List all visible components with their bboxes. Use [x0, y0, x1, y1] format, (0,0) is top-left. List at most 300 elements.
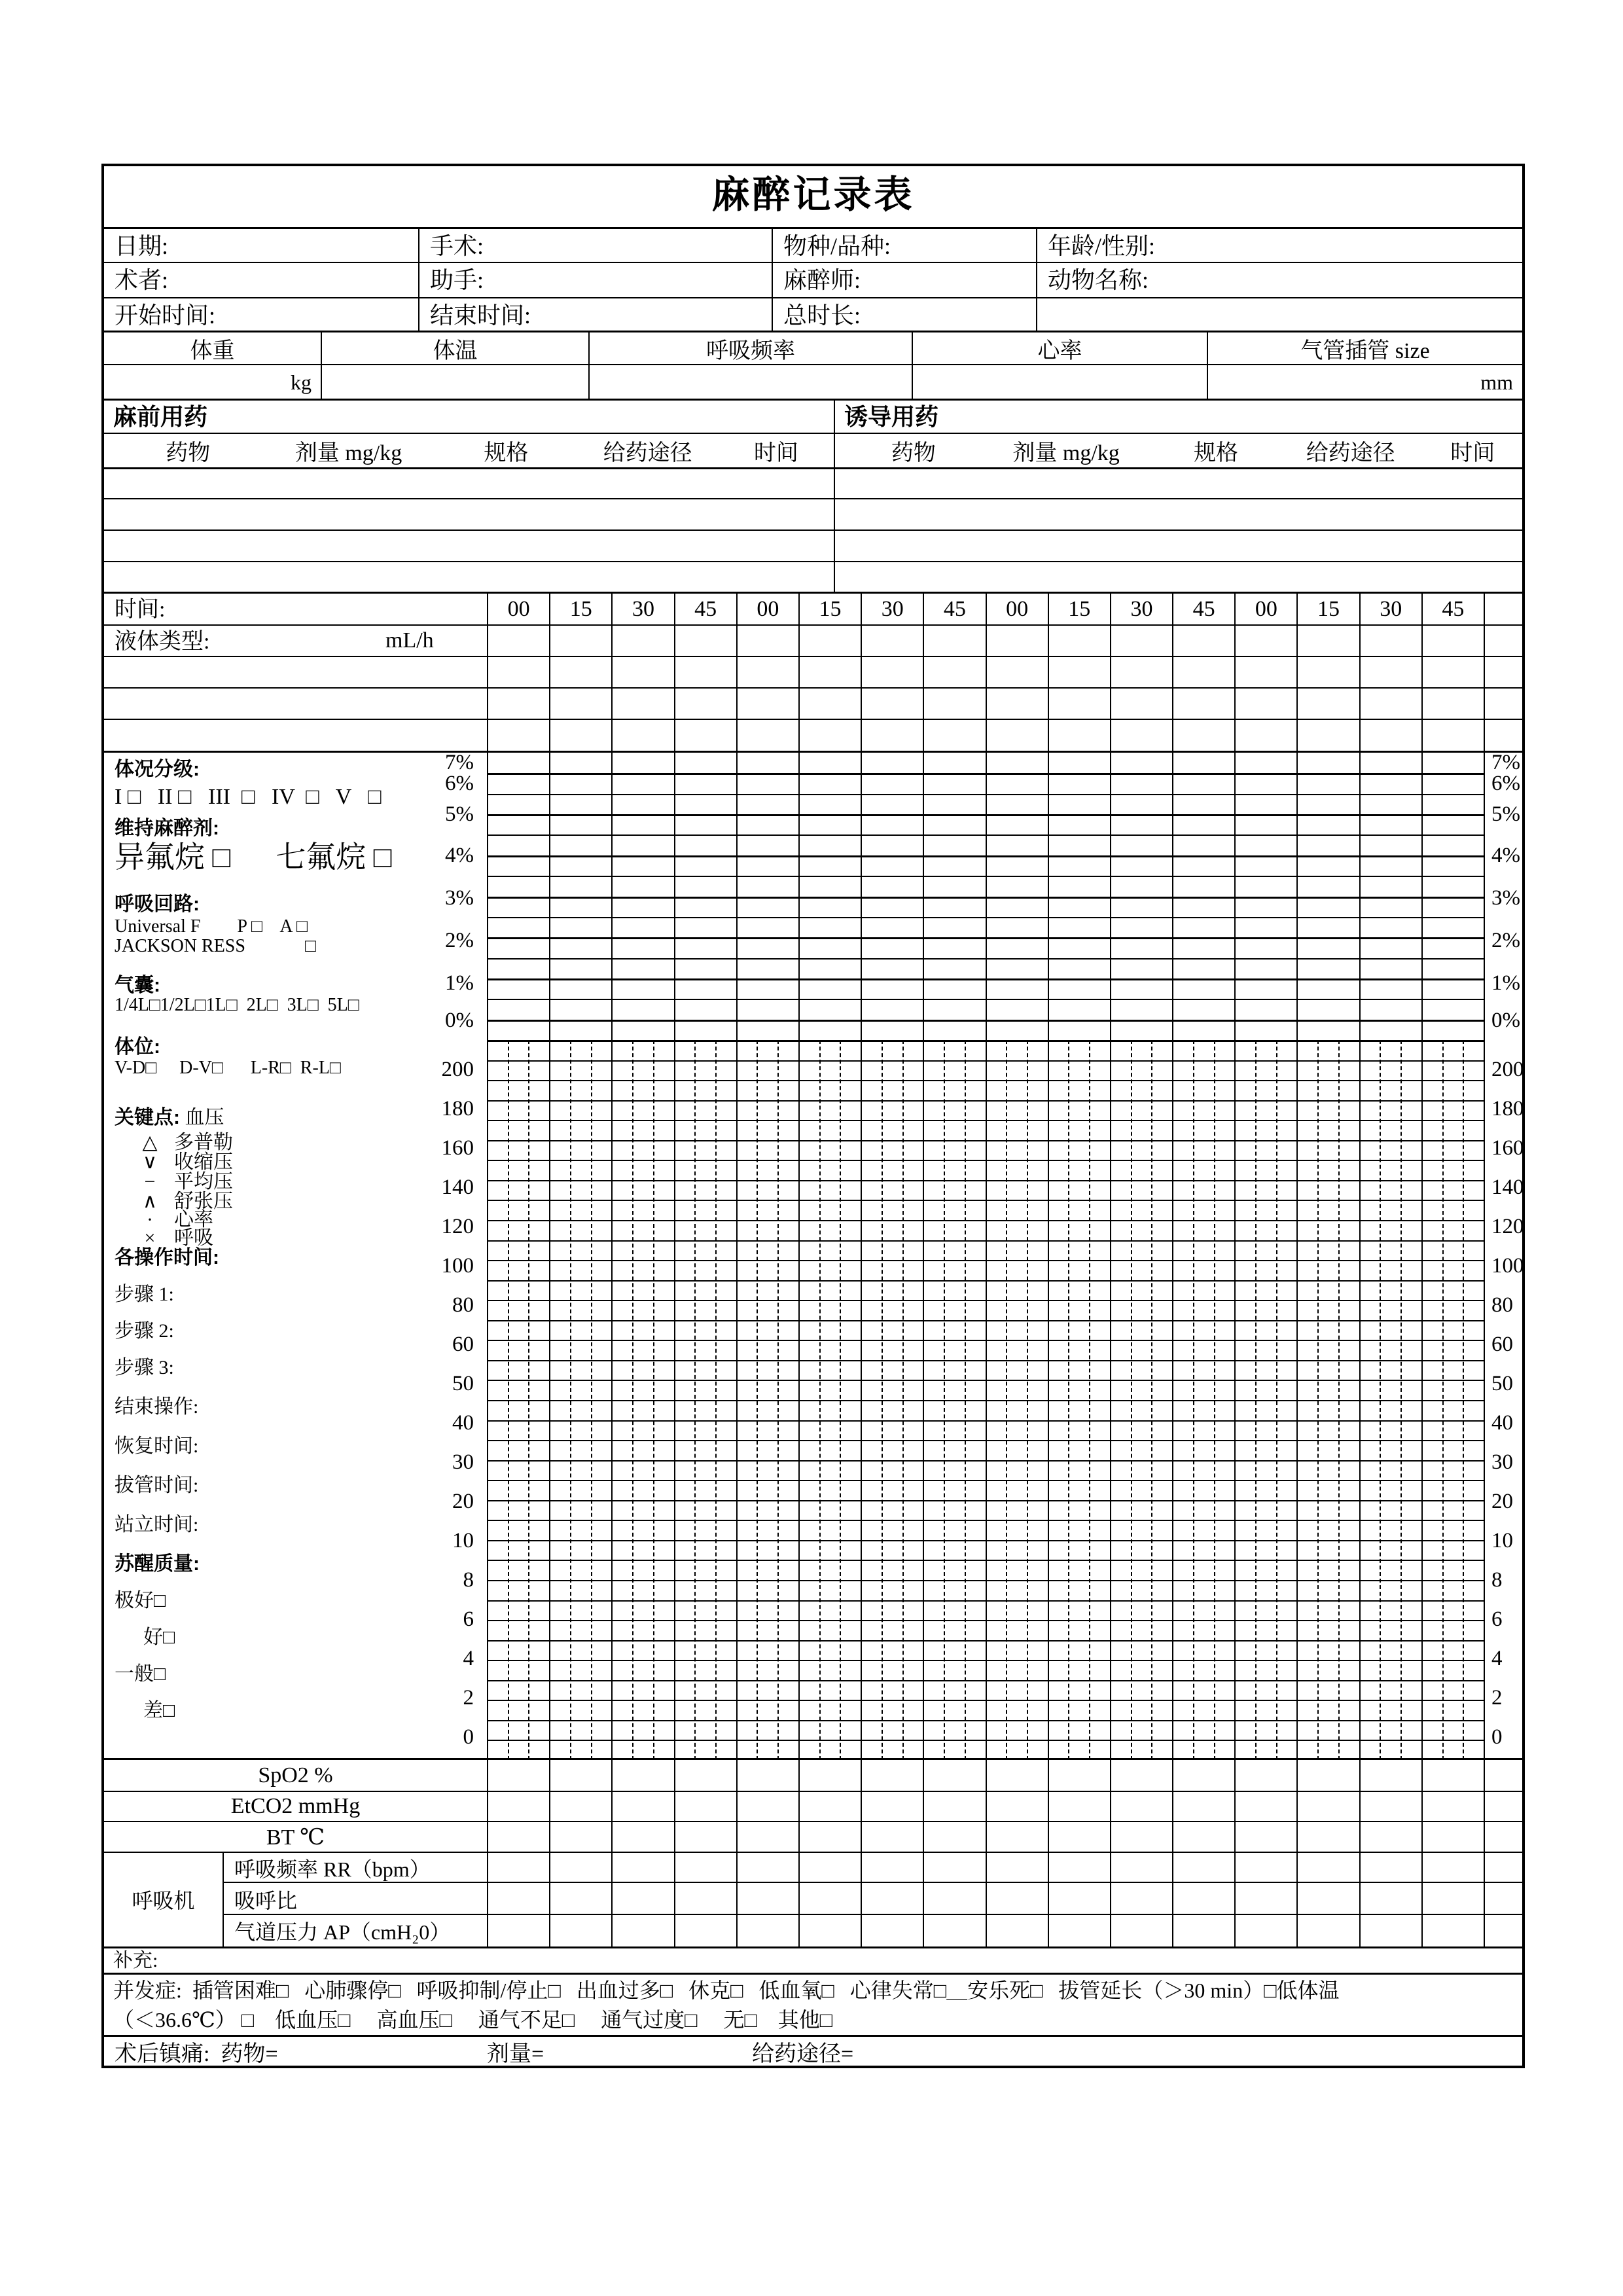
data-cell[interactable]: [736, 1760, 798, 1791]
complications-line-1[interactable]: 并发症: 插管困难□ 心肺骤停□ 呼吸抑制/停止□ 出血过多□ 休克□ 低血氧□ 心律失常□＿安乐死□ 拔管延长（＞30 min）□低体温: [113, 1979, 1340, 2002]
data-cell[interactable]: [736, 1822, 798, 1852]
data-cell[interactable]: [1172, 1760, 1234, 1791]
info-row-3: [104, 297, 1522, 331]
heart-rate-value-cell[interactable]: [912, 365, 1207, 399]
time-tick-cell: 15: [1296, 594, 1359, 624]
data-cell[interactable]: [1421, 626, 1484, 656]
induction-col-header-1: 剂量 mg/kg: [1012, 441, 1120, 465]
grid-dashed-line: [1068, 1040, 1069, 1760]
data-cell[interactable]: [674, 657, 736, 687]
panel-line-3[interactable]: 异氟烷 □ 七氟烷 □: [115, 840, 392, 874]
time-tick-cell: 30: [611, 594, 673, 624]
data-cell[interactable]: [1296, 1853, 1359, 1883]
data-cell[interactable]: [1484, 1760, 1522, 1791]
data-cell[interactable]: [798, 720, 861, 751]
info-empty-cell[interactable]: [1036, 298, 1522, 331]
data-cell[interactable]: [611, 1792, 673, 1821]
data-cell[interactable]: [861, 1760, 923, 1791]
data-cell[interactable]: [611, 657, 673, 687]
half-divider: [834, 434, 1522, 467]
data-cell[interactable]: [798, 689, 861, 719]
data-cell[interactable]: [1421, 1760, 1484, 1791]
numeric-scale-label-left: 60: [452, 1333, 474, 1356]
data-cell[interactable]: [736, 1883, 798, 1915]
grid-line-v: [1359, 753, 1361, 1760]
grid-line-h: [487, 1520, 1484, 1521]
data-cell[interactable]: [611, 626, 673, 656]
grid-dashed-line: [528, 1040, 529, 1760]
data-cell[interactable]: [861, 657, 923, 687]
data-cell[interactable]: [1296, 626, 1359, 656]
data-cell[interactable]: [1296, 689, 1359, 719]
temperature-header: 体温: [321, 332, 588, 364]
data-cell[interactable]: [1484, 657, 1522, 687]
animal-name-field[interactable]: 动物名称:: [1036, 263, 1522, 297]
data-cell[interactable]: [487, 1760, 549, 1791]
data-cell[interactable]: [736, 720, 798, 751]
data-cell[interactable]: [674, 1853, 736, 1883]
data-cell[interactable]: [798, 1792, 861, 1821]
supplement-row[interactable]: [104, 1946, 1522, 1973]
data-cell[interactable]: [923, 1883, 985, 1915]
data-cell[interactable]: [611, 1883, 673, 1915]
premed-entry-cell[interactable]: [104, 469, 834, 498]
panel-line-28[interactable]: 好□: [143, 1626, 175, 1648]
vitals-value-row: [104, 364, 1522, 399]
induction-entry-cell[interactable]: [834, 562, 1522, 592]
panel-line-5[interactable]: Universal F P □ A □: [115, 916, 308, 937]
grid-line-h: [487, 1200, 1484, 1201]
analgesia-route-field[interactable]: 给药途径=: [752, 2041, 854, 2066]
numeric-scale-label-right: 180: [1491, 1097, 1524, 1121]
panel-line-29[interactable]: 一般□: [115, 1663, 166, 1685]
data-cell[interactable]: [1110, 720, 1172, 751]
data-cell[interactable]: [674, 1792, 736, 1821]
data-cell[interactable]: [986, 657, 1048, 687]
grid-line-v: [736, 753, 738, 1760]
numeric-scale-label-right: 200: [1491, 1058, 1524, 1081]
data-cell[interactable]: [736, 689, 798, 719]
data-cell[interactable]: [986, 1915, 1048, 1946]
data-cell[interactable]: [923, 1853, 985, 1883]
date-field[interactable]: 日期:: [115, 233, 169, 259]
data-cell[interactable]: [487, 626, 549, 656]
data-cell[interactable]: [487, 1792, 549, 1821]
complications-line-2[interactable]: （＜36.6℃） □ 低血压□ 高血压□ 通气不足□ 通气过度□ 无□ 其他□: [113, 2008, 833, 2032]
data-cell[interactable]: [1234, 657, 1296, 687]
legend-symbol: ∧: [143, 1191, 157, 1212]
data-cell[interactable]: [1234, 1822, 1296, 1852]
info-row-1: [104, 227, 1522, 262]
grid-dashed-line: [1338, 1040, 1340, 1760]
et-tube-value-cell[interactable]: [1207, 365, 1522, 399]
data-cell[interactable]: [1172, 720, 1234, 751]
numeric-scale-label-left: 180: [441, 1097, 474, 1121]
assistant-field[interactable]: 助手:: [418, 263, 772, 297]
data-cell[interactable]: [986, 1822, 1048, 1852]
data-cell[interactable]: [1234, 1853, 1296, 1883]
data-cell[interactable]: [1234, 1915, 1296, 1946]
data-cell[interactable]: [736, 1915, 798, 1946]
grid-line-h: [487, 1300, 1484, 1301]
data-cell[interactable]: [549, 1822, 611, 1852]
data-cell[interactable]: [1234, 720, 1296, 751]
induction-entry-cell[interactable]: [834, 499, 1522, 529]
data-cell[interactable]: [861, 1792, 923, 1821]
panel-line-10[interactable]: V-D□ D-V□ L-R□ R-L□: [115, 1058, 341, 1078]
data-cell[interactable]: [549, 657, 611, 687]
drug-row: [104, 467, 1522, 498]
data-cell[interactable]: [1484, 1792, 1522, 1821]
data-cell[interactable]: [674, 1915, 736, 1946]
legend-symbol: △: [142, 1132, 158, 1153]
data-cell[interactable]: [923, 720, 985, 751]
data-cell[interactable]: [1359, 1822, 1421, 1852]
data-cell[interactable]: [986, 720, 1048, 751]
data-cell[interactable]: [736, 626, 798, 656]
data-cell[interactable]: [1172, 657, 1234, 687]
data-cell[interactable]: [1421, 1883, 1484, 1915]
grid-dashed-line: [1006, 1040, 1007, 1760]
data-cell[interactable]: [1421, 1853, 1484, 1883]
data-cell[interactable]: [1172, 1883, 1234, 1915]
surgery-field[interactable]: 手术:: [418, 229, 772, 262]
data-cell[interactable]: [1421, 1915, 1484, 1946]
end-time-field[interactable]: 结束时间:: [418, 298, 772, 331]
data-cell[interactable]: [798, 626, 861, 656]
time-tick-cell: 45: [1172, 594, 1234, 624]
grid-line-h: [487, 1660, 1484, 1661]
data-cell[interactable]: [549, 1883, 611, 1915]
data-cell[interactable]: [549, 626, 611, 656]
numeric-scale-label-left: 40: [452, 1411, 474, 1435]
data-cell[interactable]: [611, 1760, 673, 1791]
data-cell[interactable]: [1296, 1792, 1359, 1821]
data-cell[interactable]: [986, 1853, 1048, 1883]
data-cell[interactable]: [1359, 1883, 1421, 1915]
data-cell[interactable]: [1110, 1883, 1172, 1915]
data-cell[interactable]: [1048, 626, 1110, 656]
data-cell[interactable]: [1296, 1883, 1359, 1915]
data-cell[interactable]: [1296, 720, 1359, 751]
data-cell[interactable]: [861, 1822, 923, 1852]
data-cell[interactable]: [549, 1915, 611, 1946]
premed-entry-cell[interactable]: [104, 499, 834, 529]
data-cell[interactable]: [1048, 1883, 1110, 1915]
premed-header: 麻前用药: [113, 403, 208, 430]
grid-line-h: [487, 814, 1484, 816]
data-cell[interactable]: [549, 1760, 611, 1791]
vitals-header-row: [104, 331, 1522, 364]
induction-col-header-4: 时间: [1450, 441, 1495, 465]
data-cell[interactable]: [1172, 1822, 1234, 1852]
data-cell[interactable]: [549, 1792, 611, 1821]
numeric-scale-label-left: 140: [441, 1175, 474, 1199]
age-sex-field[interactable]: 年龄/性别:: [1036, 229, 1522, 262]
data-cell[interactable]: [986, 1760, 1048, 1791]
page-title: 麻醉记录表: [711, 173, 915, 216]
data-cell[interactable]: [487, 689, 549, 719]
grid-dashed-line: [694, 1040, 696, 1760]
data-cell[interactable]: [1234, 689, 1296, 719]
data-cell[interactable]: [861, 689, 923, 719]
grid-line-v: [1234, 753, 1236, 1760]
numeric-scale-label-right: 40: [1491, 1411, 1513, 1435]
panel-line-8[interactable]: 1/4L□1/2L□1L□ 2L□ 3L□ 5L□: [115, 995, 359, 1015]
data-cell[interactable]: [1110, 1822, 1172, 1852]
data-cell[interactable]: [1110, 1760, 1172, 1791]
data-cell[interactable]: [674, 1883, 736, 1915]
data-cell[interactable]: [736, 1792, 798, 1821]
time-tick-cell: 15: [1048, 594, 1110, 624]
data-cell[interactable]: [674, 689, 736, 719]
panel-line-9: [115, 1035, 160, 1059]
data-cell[interactable]: [1359, 1792, 1421, 1821]
fluid-entry-row: [104, 687, 1522, 719]
data-cell[interactable]: [1359, 1915, 1421, 1946]
data-cell[interactable]: [1110, 657, 1172, 687]
grid-dashed-line: [944, 1040, 945, 1760]
data-cell[interactable]: [1110, 626, 1172, 656]
weight-value-cell[interactable]: [104, 365, 321, 399]
start-time-field[interactable]: 开始时间:: [115, 302, 216, 329]
data-cell[interactable]: [487, 1883, 549, 1915]
numeric-scale-label-left: 0: [463, 1725, 474, 1749]
grid-line-h: [487, 999, 1484, 1000]
data-cell[interactable]: [1359, 689, 1421, 719]
data-cell[interactable]: [986, 1792, 1048, 1821]
temperature-value-cell[interactable]: [321, 365, 588, 399]
grid-line-h: [487, 1040, 1484, 1042]
analgesia-dose-field[interactable]: 剂量=: [487, 2041, 544, 2066]
data-cell[interactable]: [798, 657, 861, 687]
data-cell[interactable]: [1359, 720, 1421, 751]
data-cell[interactable]: [487, 1915, 549, 1946]
grid-dashed-line: [757, 1040, 758, 1760]
total-duration-field[interactable]: 总时长:: [772, 298, 1036, 331]
data-cell[interactable]: [1484, 1883, 1522, 1915]
data-cell[interactable]: [1172, 1792, 1234, 1821]
data-cell[interactable]: [549, 689, 611, 719]
data-cell[interactable]: [674, 720, 736, 751]
grid-line-h: [487, 773, 1484, 775]
data-cell[interactable]: [986, 626, 1048, 656]
grid-line-h: [487, 1680, 1484, 1681]
data-cell[interactable]: [1359, 1760, 1421, 1791]
data-cell[interactable]: [674, 626, 736, 656]
data-cell[interactable]: [1484, 1915, 1522, 1946]
data-cell[interactable]: [549, 1853, 611, 1883]
fluid-type-row: [104, 624, 1522, 656]
percent-scale-label-right: 7%: [1491, 751, 1520, 774]
data-cell[interactable]: [1359, 657, 1421, 687]
time-tick-cell: 00: [1234, 594, 1296, 624]
data-cell[interactable]: [986, 689, 1048, 719]
data-cell[interactable]: [1172, 689, 1234, 719]
time-tick-cell: 00: [487, 594, 549, 624]
data-cell[interactable]: [798, 1853, 861, 1883]
data-cell[interactable]: [923, 626, 985, 656]
data-cell[interactable]: [611, 1822, 673, 1852]
data-cell[interactable]: [1421, 689, 1484, 719]
numeric-scale-label-right: 2: [1491, 1686, 1503, 1710]
data-cell[interactable]: [674, 1822, 736, 1852]
data-cell[interactable]: [1359, 1853, 1421, 1883]
data-cell[interactable]: [1421, 1822, 1484, 1852]
percent-scale-label-right: 6%: [1491, 772, 1520, 795]
data-cell[interactable]: [1421, 657, 1484, 687]
data-cell[interactable]: [1484, 1822, 1522, 1852]
data-cell[interactable]: [1234, 1883, 1296, 1915]
data-cell[interactable]: [923, 689, 985, 719]
data-cell[interactable]: [1110, 1792, 1172, 1821]
data-cell[interactable]: [1110, 1915, 1172, 1946]
numeric-scale-label-right: 6: [1491, 1607, 1503, 1631]
grid-line-h: [487, 1120, 1484, 1121]
fluid-entry-row: [104, 656, 1522, 687]
panel-line-1[interactable]: I □ II □ III □ IV □ V □: [115, 785, 382, 809]
grid-dashed-line: [1317, 1040, 1319, 1760]
panel-line-27[interactable]: 极好□: [115, 1590, 166, 1611]
data-cell[interactable]: [1172, 1915, 1234, 1946]
ventilator-label: 呼吸机: [132, 1888, 195, 1912]
data-cell[interactable]: [1172, 1853, 1234, 1883]
data-cell[interactable]: [1048, 720, 1110, 751]
data-cell[interactable]: [923, 1760, 985, 1791]
data-cell[interactable]: [1484, 720, 1522, 751]
data-cell[interactable]: [549, 720, 611, 751]
numeric-scale-label-left: 6: [463, 1607, 474, 1631]
premed-entry-cell[interactable]: [104, 562, 834, 592]
time-label: 时间:: [115, 598, 166, 622]
data-cell[interactable]: [798, 1760, 861, 1791]
data-cell[interactable]: [1048, 1915, 1110, 1946]
percent-scale-label-right: 3%: [1491, 886, 1520, 910]
panel-heading: 呼吸回路:: [115, 893, 200, 915]
data-cell[interactable]: [923, 1822, 985, 1852]
data-cell[interactable]: [1110, 689, 1172, 719]
data-cell[interactable]: [923, 657, 985, 687]
analgesia-drug-field[interactable]: 术后镇痛: 药物=: [115, 2041, 278, 2066]
induction-col-header-2: 规格: [1194, 441, 1239, 465]
data-cell[interactable]: [487, 1822, 549, 1852]
data-cell[interactable]: [1421, 720, 1484, 751]
data-cell[interactable]: [861, 1883, 923, 1915]
data-cell[interactable]: [861, 1915, 923, 1946]
data-cell[interactable]: [1484, 626, 1522, 656]
data-cell[interactable]: [798, 1822, 861, 1852]
grid-line-h: [487, 1340, 1484, 1341]
premed-entry-cell[interactable]: [104, 531, 834, 561]
data-cell[interactable]: [923, 1915, 985, 1946]
species-field[interactable]: 物种/品种:: [772, 229, 1036, 262]
data-cell[interactable]: [861, 626, 923, 656]
data-cell[interactable]: [1484, 594, 1522, 624]
grid-line-v: [1172, 753, 1173, 1760]
data-cell[interactable]: [1048, 1853, 1110, 1883]
data-cell[interactable]: [1296, 1760, 1359, 1791]
time-header-row: [104, 592, 1522, 624]
panel-line-30[interactable]: 差□: [143, 1700, 175, 1721]
data-cell[interactable]: [1048, 689, 1110, 719]
et-tube-header: 气管插管 size: [1207, 332, 1522, 364]
data-cell[interactable]: [487, 720, 549, 751]
grid-line-h: [487, 1560, 1484, 1561]
data-cell[interactable]: [1421, 1792, 1484, 1821]
data-cell[interactable]: [923, 1792, 985, 1821]
data-cell[interactable]: [986, 1883, 1048, 1915]
data-cell[interactable]: [861, 1853, 923, 1883]
grid-line-v: [674, 753, 675, 1760]
data-cell[interactable]: [1484, 689, 1522, 719]
legend-symbol: ·: [147, 1209, 153, 1230]
data-cell[interactable]: [1296, 1822, 1359, 1852]
data-cell[interactable]: [487, 657, 549, 687]
anesthetist-field[interactable]: 麻醉师:: [772, 263, 1036, 297]
data-cell[interactable]: [1296, 657, 1359, 687]
data-cell[interactable]: [1234, 1792, 1296, 1821]
panel-heading: 维持麻醉剂:: [115, 817, 219, 839]
data-cell[interactable]: [1048, 1760, 1110, 1791]
data-cell[interactable]: [1048, 1792, 1110, 1821]
grid-line-h: [487, 917, 1484, 918]
info-row-2: [104, 262, 1522, 297]
grid-line-h: [487, 794, 1484, 795]
surgeon-field[interactable]: 术者:: [115, 267, 169, 293]
data-cell[interactable]: [1296, 1915, 1359, 1946]
data-cell[interactable]: [611, 1915, 673, 1946]
data-cell[interactable]: [736, 657, 798, 687]
data-cell[interactable]: [1234, 1760, 1296, 1791]
etco2-row: [104, 1791, 1522, 1821]
data-cell[interactable]: [487, 1853, 549, 1883]
data-cell[interactable]: [1048, 657, 1110, 687]
percent-scale-label-left: 1%: [445, 971, 474, 995]
data-cell[interactable]: [1234, 626, 1296, 656]
numeric-scale-label-left: 20: [452, 1490, 474, 1513]
weight-unit: kg: [291, 370, 312, 394]
numeric-scale-label-right: 120: [1491, 1215, 1524, 1238]
grid-line-h: [487, 855, 1484, 857]
data-cell[interactable]: [611, 1853, 673, 1883]
data-cell[interactable]: [611, 720, 673, 751]
data-cell[interactable]: [798, 1883, 861, 1915]
etco2-label: EtCO2 mmHg: [230, 1794, 361, 1818]
bt-row: [104, 1821, 1522, 1852]
induction-entry-cell[interactable]: [834, 531, 1522, 561]
data-cell[interactable]: [736, 1853, 798, 1883]
data-cell[interactable]: [1110, 1853, 1172, 1883]
data-cell[interactable]: [1172, 626, 1234, 656]
data-cell[interactable]: [674, 1760, 736, 1791]
panel-line-13: ∨ 收缩压: [135, 1151, 233, 1174]
data-cell[interactable]: [861, 720, 923, 751]
numeric-scale-label-right: 0: [1491, 1725, 1503, 1749]
resp-rate-value-cell[interactable]: [588, 365, 912, 399]
drug-row: [104, 498, 1522, 529]
data-cell[interactable]: [1484, 1853, 1522, 1883]
data-cell[interactable]: [611, 689, 673, 719]
grid-line-h: [487, 1020, 1484, 1022]
grid-dashed-line: [819, 1040, 821, 1760]
grid-line-v: [986, 753, 987, 1760]
data-cell[interactable]: [1048, 1822, 1110, 1852]
induction-entry-cell[interactable]: [834, 469, 1522, 498]
data-cell[interactable]: [798, 1915, 861, 1946]
grid-line-h: [487, 1580, 1484, 1581]
data-cell[interactable]: [1359, 626, 1421, 656]
panel-line-6[interactable]: JACKSON RESS □: [115, 936, 316, 956]
